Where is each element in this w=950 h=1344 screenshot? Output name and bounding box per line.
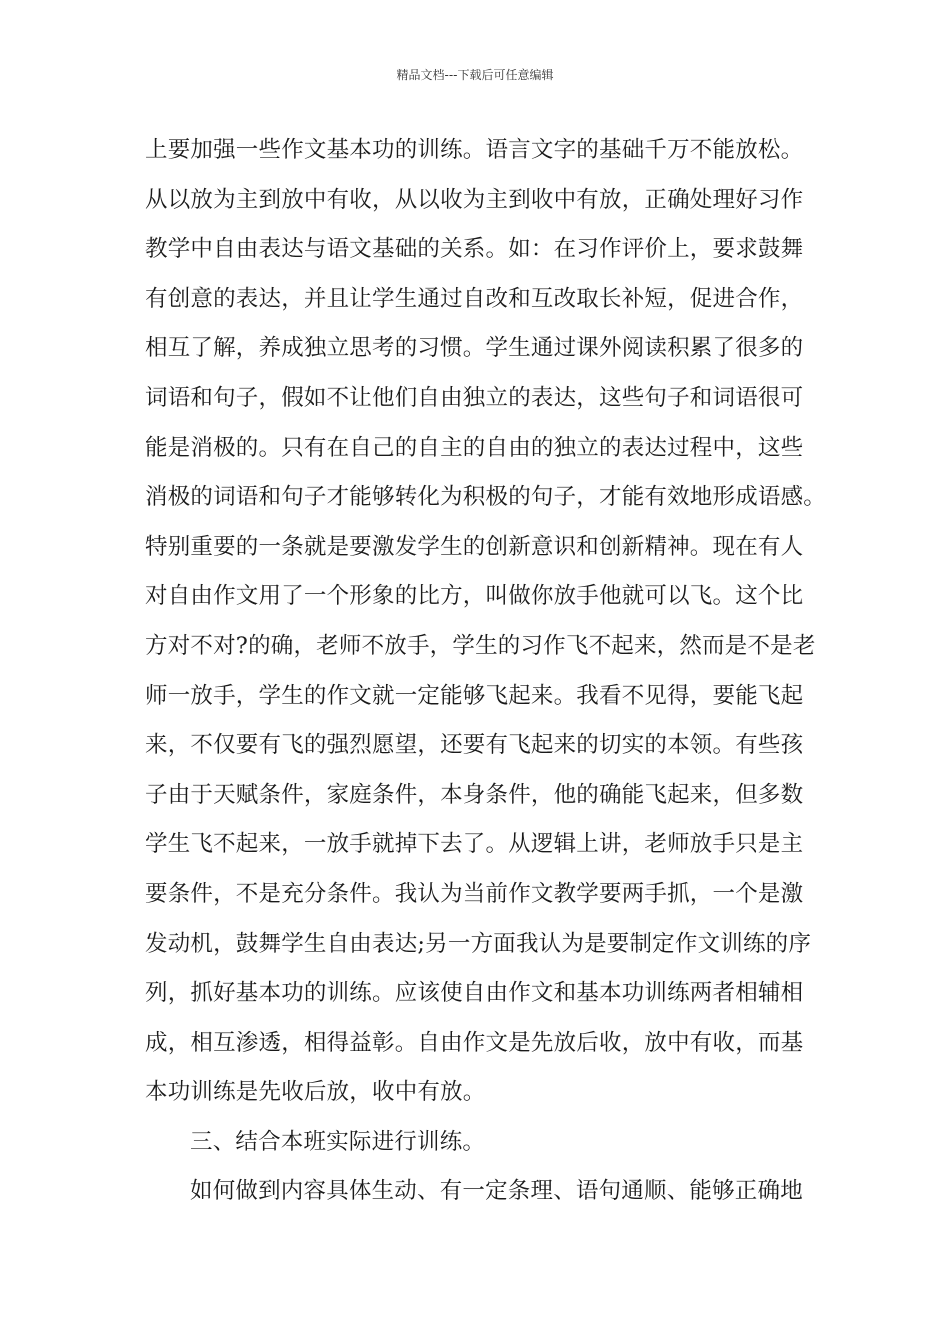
- text-line: 学生飞不起来，一放手就掉下去了。从逻辑上讲，老师放手只是主: [145, 831, 804, 858]
- text-line: 本功训练是先收后放，收中有放。: [145, 1079, 486, 1106]
- text-line: 如何做到内容具体生动、有一定条理、语句通顺、能够正确地: [190, 1178, 803, 1205]
- text-line: 对自由作文用了一个形象的比方，叫做你放手他就可以飞。这个比: [145, 583, 804, 610]
- text-line: 有创意的表达，并且让学生通过自改和互改取长补短，促进合作，: [145, 285, 804, 312]
- text-line: 消极的词语和句子才能够转化为积极的句子，才能有效地形成语感。: [145, 484, 827, 511]
- text-line: 师一放手，学生的作文就一定能够飞起来。我看不见得，要能飞起: [145, 682, 804, 709]
- text-line: 相互了解，养成独立思考的习惯。学生通过课外阅读积累了很多的: [145, 335, 804, 362]
- section-heading: 三、结合本班实际进行训练。: [190, 1128, 486, 1155]
- text-line: 要条件，不是充分条件。我认为当前作文教学要两手抓，一个是激: [145, 880, 804, 907]
- text-line: 子由于天赋条件，家庭条件，本身条件，他的确能飞起来，但多数: [145, 781, 804, 808]
- text-line: 特别重要的一条就是要激发学生的创新意识和创新精神。现在有人: [145, 533, 804, 560]
- text-line: 列，抓好基本功的训练。应该使自由作文和基本功训练两者相辅相: [145, 980, 804, 1007]
- page-header: 精品文档---下载后可任意编辑: [396, 68, 554, 82]
- text-line: 教学中自由表达与语文基础的关系。如：在习作评价上，要求鼓舞: [145, 236, 804, 263]
- text-line: 上要加强一些作文基本功的训练。语言文字的基础千万不能放松。: [145, 137, 804, 163]
- text-line: 成，相互渗透，相得益彰。自由作文是先放后收，放中有收，而基: [145, 1029, 804, 1056]
- text-line: 能是消极的。只有在自己的自主的自由的独立的表达过程中，这些: [145, 434, 804, 461]
- text-line: 从以放为主到放中有收，从以收为主到收中有放，正确处理好习作: [145, 186, 804, 213]
- document-body: [145, 126, 827, 1217]
- text-line: 发动机，鼓舞学生自由表达;另一方面我认为是要制定作文训练的序: [145, 930, 812, 957]
- text-line: 词语和句子，假如不让他们自由独立的表达，这些句子和词语很可: [145, 384, 804, 411]
- text-line: 来，不仅要有飞的强烈愿望，还要有飞起来的切实的本领。有些孩: [145, 732, 804, 759]
- text-line: 方对不对?的确，老师不放手，学生的习作飞不起来，然而是不是老: [145, 632, 816, 659]
